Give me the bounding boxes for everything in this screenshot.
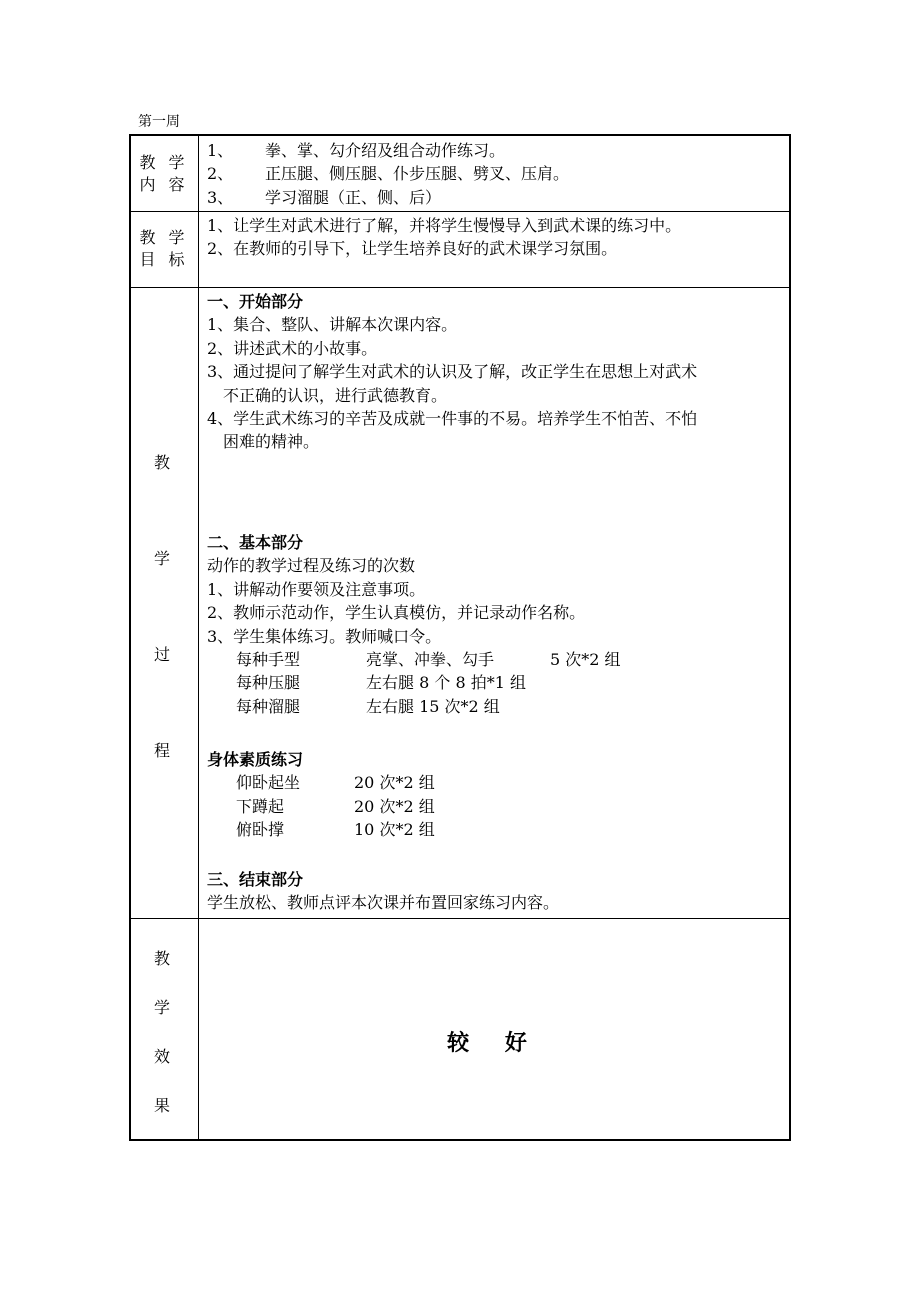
section-title: 二、基本部分 (207, 533, 304, 552)
list-item: 3、学生集体练习。教师喊口令。 (207, 626, 442, 646)
list-item: 1、 拳、掌、勾介绍及组合动作练习。 (207, 141, 506, 160)
list-item: 1、讲解动作要领及注意事项。 (207, 579, 426, 599)
list-item: 4、学生武术练习的辛苦及成就一件事的不易。培养学生不怕苦、不怕 (207, 409, 698, 429)
process-label-char: 教 (153, 453, 174, 472)
content-label: 教 学 内 容 (139, 153, 189, 194)
goal-list (207, 214, 681, 261)
row-divider (129, 287, 791, 288)
row-divider (129, 211, 791, 212)
list-item: 2、在教师的引导下，让学生培养良好的武术课学习氛围。 (207, 239, 618, 259)
list-item: 困难的精神。 (223, 432, 320, 452)
list-item: 动作的教学过程及练习的次数 (207, 556, 416, 576)
exercise-row: 仰卧起坐 20 次*2 组 (236, 773, 435, 793)
list-item: 2、讲述武术的小故事。 (207, 338, 378, 358)
effect-label-char: 教 (153, 949, 174, 968)
week-label: 第一周 (138, 114, 180, 130)
drill-row: 每种手型 亮掌、冲拳、勾手 5 次*2 组 (236, 650, 621, 670)
part3-section (207, 868, 559, 915)
drill-row: 每种溜腿 左右腿 15 次*2 组 (236, 696, 500, 716)
content-list (207, 139, 569, 209)
list-item: 学生放松、教师点评本次课并布置回家练习内容。 (207, 893, 560, 913)
effect-label-char: 效 (153, 1047, 174, 1066)
list-item: 3、 学习溜腿（正、侧、后） (207, 187, 442, 207)
list-item: 3、通过提问了解学生对武术的认识及了解，改正学生在思想上对武术 (207, 362, 698, 382)
list-item: 1、集合、整队、讲解本次课内容。 (207, 315, 458, 335)
exercise-row: 俯卧撑 10 次*2 组 (236, 820, 435, 840)
section-title: 身体素质练习 (207, 750, 304, 769)
list-item: 2、 正压腿、侧压腿、仆步压腿、劈叉、压肩。 (207, 164, 570, 184)
effect-label-char: 果 (153, 1096, 174, 1115)
effect-label-char: 学 (153, 998, 174, 1017)
process-label-char: 程 (153, 741, 174, 760)
list-item: 2、教师示范动作，学生认真模仿，并记录动作名称。 (207, 603, 586, 623)
list-item: 不正确的认识，进行武德教育。 (223, 385, 448, 405)
drill-row: 每种压腿 左右腿 8 个 8 拍*1 组 (236, 673, 526, 693)
process-label-char: 过 (153, 645, 174, 664)
goal-label: 教 学 目 标 (139, 228, 189, 269)
section-title: 三、结束部分 (207, 870, 304, 889)
part2-section (207, 531, 621, 718)
part1-section (207, 290, 697, 454)
physical-section (207, 748, 435, 842)
row-divider (129, 918, 791, 919)
list-item: 1、让学生对武术进行了解，并将学生慢慢导入到武术课的练习中。 (207, 216, 682, 235)
process-label-char: 学 (153, 549, 174, 568)
column-divider (198, 134, 199, 1141)
exercise-row: 下蹲起 20 次*2 组 (236, 796, 435, 816)
section-title: 一、开始部分 (207, 292, 304, 311)
effect-value: 较 好 (447, 1030, 541, 1056)
